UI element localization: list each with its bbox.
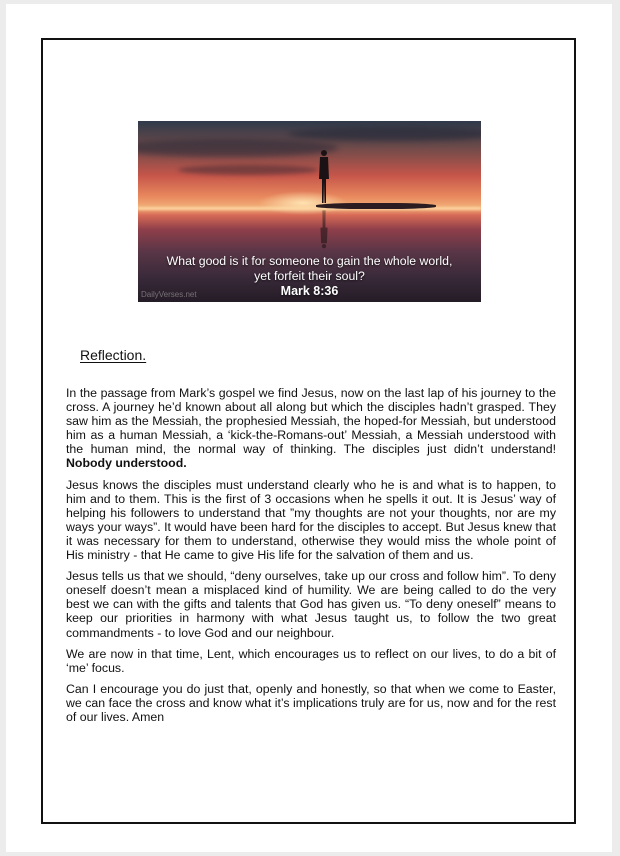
watermark: DailyVerses.net xyxy=(141,290,197,299)
person-silhouette xyxy=(318,149,330,205)
section-heading: Reflection. xyxy=(80,347,147,363)
paragraph: Jesus knows the disciples must understand clearly who he is and what is to happen, to him and to them. This is the first of 3 occasions when he spells it out. It is Jesus’ way of helping his followers to understand that ”my thoughts are not your thoughts, nor are my ways your ways”. It would have been hard for the disciples to accept. But Jesus knew that it was necessary for them to understand, otherwise they would miss the whole point of His ministry - that He came to give His life for the salvation of them and us. xyxy=(66,477,556,563)
verse-reference: Mark 8:36 xyxy=(280,284,339,298)
verse-line-2: yet forfeit their soul? xyxy=(254,269,365,283)
verse-line-1: What good is it for someone to gain the whole world, xyxy=(166,254,453,268)
cloud xyxy=(178,165,318,175)
paragraph xyxy=(66,386,556,471)
paragraph: Can I encourage you do just that, openly and honestly, so that when we come to Easter, we can face the cross and know what it’s implications truly are for us, now and for the rest of our lives. Amen xyxy=(66,681,556,724)
paragraph: Jesus tells us that we should, “deny ourselves, take up our cross and follow him”. To deny oneself doesn’t mean a misplaced kind of humility. We are being called to do the very best we can with the gifts and talents that God has given us. “To deny oneself” means to keep our priorities in harmony with what Jesus taught us, to follow the two great commandments - to love God and our neighbour. xyxy=(66,569,556,640)
paragraph-emphasis: Nobody understood. xyxy=(66,456,187,471)
reflection-body xyxy=(66,386,556,731)
paragraph: We are now in that time, Lent, which encourages us to reflect on our lives, to do a bit of ‘me’ focus. xyxy=(66,646,556,675)
verse-image xyxy=(138,121,481,302)
cloud xyxy=(138,139,338,157)
cloud xyxy=(288,127,481,141)
person-reflection xyxy=(318,209,330,249)
paragraph-text: In the passage from Mark’s gospel we find Jesus, now on the last lap of his journey to the cross. A journey he’d known about all along but which the disciples hadn’t grasped. They saw him as the Messiah, the prophesied Messiah, the hoped-for Messiah, but understood him as a human Messiah, a ‘kick-the-Romans-out’ Messiah, a Messiah understood with the human mind, the normal way of thinking. The disciples just didn’t understand! xyxy=(66,386,556,457)
rock xyxy=(316,203,436,209)
